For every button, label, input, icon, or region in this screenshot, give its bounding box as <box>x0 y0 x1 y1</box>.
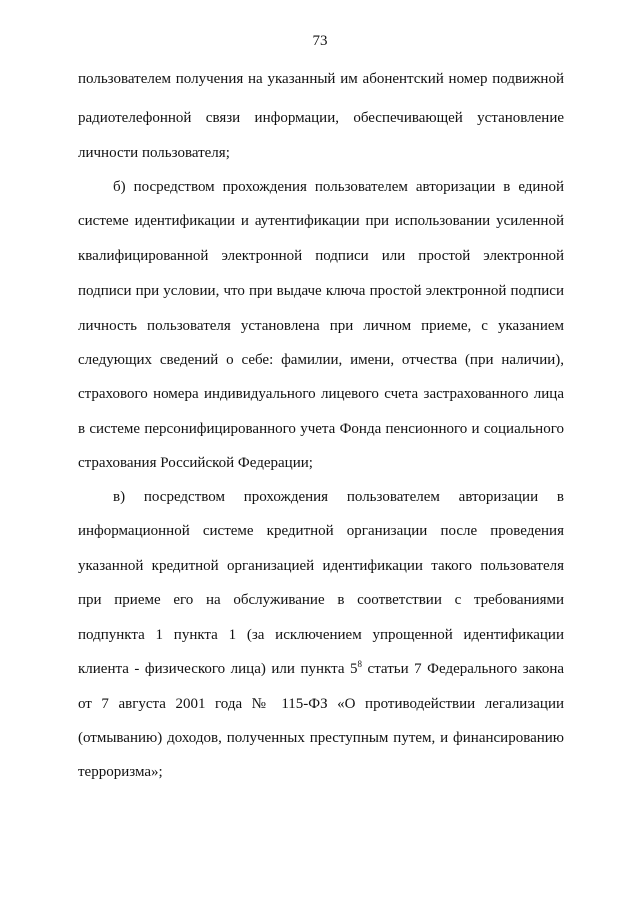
text-line: личности пользователя; <box>78 145 230 161</box>
text-line: терроризма»; <box>78 764 163 780</box>
text-line: (отмыванию) доходов, полученных преступным путем, и финансированию <box>78 730 564 746</box>
page-number: 73 <box>312 33 328 49</box>
superscript: 8 <box>357 659 363 669</box>
text-line: подпункта 1 пункта 1 (за исключением упрощенной идентификации <box>78 627 564 643</box>
text-line: страхования Российской Федерации; <box>78 455 313 471</box>
text-line: указанной кредитной организацией идентификации такого пользователя <box>78 558 564 574</box>
text-line: системе идентификации и аутентификации при использовании усиленной <box>78 213 564 229</box>
text-line: пользователем получения на указанный им абонентский номер подвижной <box>78 71 564 87</box>
text-line: в системе персонифицированного учета Фонда пенсионного и социального <box>78 421 564 437</box>
text-line: квалифицированной электронной подписи или простой электронной <box>78 248 564 264</box>
text-line-with-superscript <box>78 660 564 678</box>
text-line: следующих сведений о себе: фамилии, имени, отчества (при наличии), <box>78 352 564 368</box>
text-line: радиотелефонной связи информации, обеспечивающей установление <box>78 110 564 126</box>
text-fragment: статьи 7 Федерального закона <box>362 661 565 677</box>
text-line: б) посредством прохождения пользователем авторизации в единой <box>113 179 564 195</box>
text-line: от 7 августа 2001 года № 115-ФЗ «О противодействии легализации <box>78 696 564 712</box>
text-line: подписи при условии, что при выдаче ключа простой электронной подписи <box>78 283 564 299</box>
text-line: личность пользователя установлена при личном приеме, с указанием <box>78 318 564 334</box>
text-fragment: клиента - физического лица) или пункта 5 <box>78 661 358 677</box>
text-line: при приеме его на обслуживание в соответствии с требованиями <box>78 592 564 608</box>
text-line: страхового номера индивидуального лицевого счета застрахованного лица <box>78 386 564 402</box>
text-line: в) посредством прохождения пользователем авторизации в <box>113 489 564 505</box>
text-line: информационной системе кредитной организации после проведения <box>78 523 564 539</box>
